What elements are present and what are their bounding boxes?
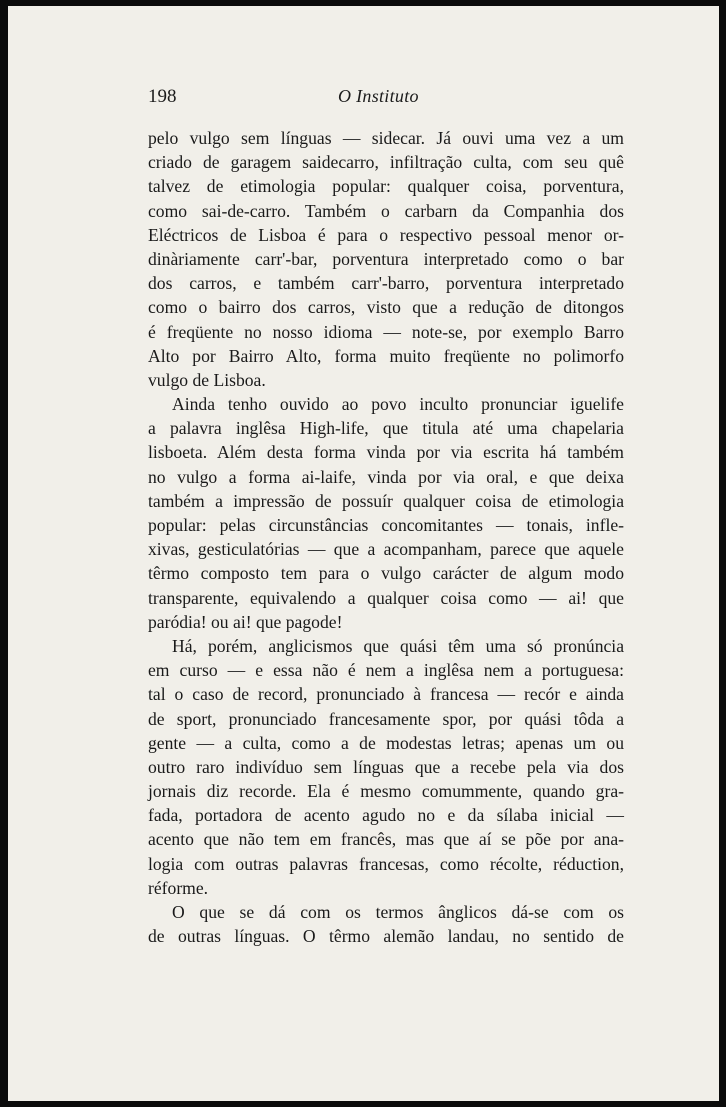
text-line: acento que não tem em francês, mas que aí se põe por ana- — [148, 829, 624, 850]
text-line: logia com outras palavras francesas, como récolte, réduction, — [148, 853, 624, 874]
text-line: jornais diz recorde. Ela é mesmo comummente, quando gra- — [148, 781, 624, 802]
text-line: criado de garagem saidecarro, infiltração culta, com seu quê — [148, 152, 624, 173]
running-title: O Instituto — [338, 86, 419, 106]
text-line: transparente, equivalendo a qualquer coisa como — ai! que — [148, 587, 624, 608]
text-line: O que se dá com os termos ânglicos dá-se com os — [172, 902, 624, 922]
page-header — [148, 86, 624, 108]
text-line: como sai-de-carro. Também o carbarn da Companhia dos — [148, 200, 624, 221]
body-text — [148, 126, 624, 948]
text-line: popular: pelas circunstâncias concomitantes — tonais, infle- — [148, 515, 624, 535]
text-line: xivas, gesticulatórias — que a acompanham, parece que aquele — [148, 539, 624, 560]
text-line: Eléctricos de Lisboa é para o respectivo pessoal menor or- — [148, 224, 624, 245]
text-line: Alto por Bairro Alto, forma muito freqüente no polimorfo — [148, 345, 624, 366]
text-line: dinàriamente carr'-bar, porventura interpretado como o bar — [148, 248, 624, 269]
text-line: têrmo composto tem para o vulgo carácter de algum modo — [148, 563, 624, 584]
text-line: gente — a culta, como a de modestas letras; apenas um ou — [148, 732, 624, 753]
text-line: Há, porém, anglicismos que quási têm uma só pronúncia — [172, 635, 624, 656]
text-line: como o bairro dos carros, visto que a redução de ditongos — [148, 297, 624, 318]
text-line: a palavra inglêsa High-life, que titula até uma chapelaria — [148, 418, 624, 439]
text-line: paródia! ou ai! que pagode! — [148, 611, 343, 632]
page-number: 198 — [148, 86, 177, 107]
text-line: réforme. — [148, 877, 209, 898]
text-line: é freqüente no nosso idioma — note-se, por exemplo Barro — [148, 321, 624, 342]
text-line: de outras línguas. O têrmo alemão landau, no sentido de — [148, 926, 624, 947]
text-line: de sport, pronunciado francesamente spor, por quási tôda a — [148, 708, 624, 729]
text-line: vulgo de Lisboa. — [148, 369, 266, 390]
text-line: tal o caso de record, pronunciado à francesa — recór e ainda — [148, 684, 624, 705]
book-page — [8, 6, 719, 1101]
text-line: dos carros, e também carr'-barro, porventura interpretado — [148, 273, 624, 294]
text-line: fada, portadora de acento agudo no e da sílaba inicial — — [148, 805, 624, 826]
text-line: pelo vulgo sem línguas — sidecar. Já ouvi uma vez a um — [148, 128, 624, 148]
text-line: outro raro indivíduo sem línguas que a recebe pela via dos — [148, 756, 624, 777]
paragraph — [148, 392, 624, 634]
text-line: também a impressão de possuír qualquer coisa de etimologia — [148, 490, 624, 511]
paragraph — [148, 900, 624, 948]
paragraph — [148, 634, 624, 900]
text-line: lisboeta. Além desta forma vinda por via escrita há também — [148, 442, 624, 463]
text-line: Ainda tenho ouvido ao povo inculto pronunciar iguelife — [172, 394, 624, 415]
paragraph — [148, 126, 624, 392]
text-line: em curso — e essa não é nem a inglêsa nem a portuguesa: — [148, 660, 624, 681]
text-line: talvez de etimologia popular: qualquer coisa, porventura, — [148, 176, 624, 197]
text-line: no vulgo a forma ai-laife, vinda por via oral, e que deixa — [148, 466, 624, 487]
